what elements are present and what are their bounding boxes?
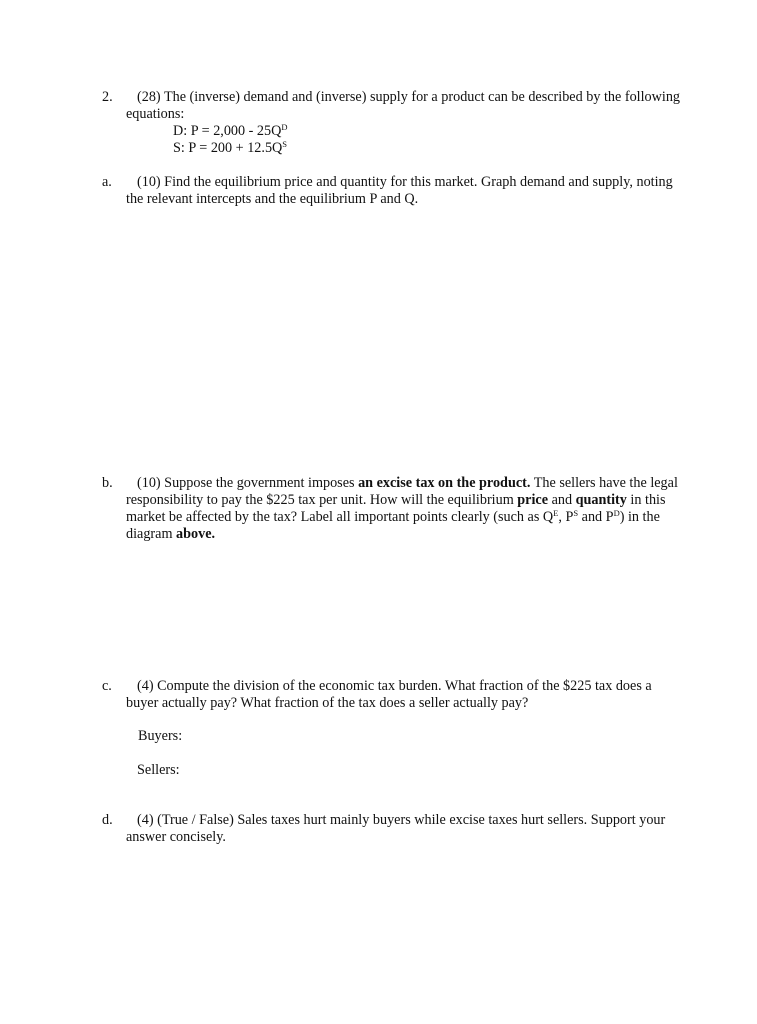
part-b-label: b. (102, 475, 113, 491)
part-b-l1-pre: (10) Suppose the government imposes (137, 475, 359, 491)
part-b-line4 (126, 526, 215, 543)
question-points: (28) (137, 89, 161, 105)
supply-equation-text: S: P = 200 + 12.5Q (173, 140, 283, 156)
part-b-l4-bold: above. (176, 526, 216, 542)
sellers-label: Sellers: (137, 762, 180, 778)
part-a-label: a. (102, 174, 112, 190)
part-d-label: d. (102, 812, 113, 828)
part-d-line1: (4) (True / False) Sales taxes hurt mainly buyers while excise taxes hurt sellers. Support your (137, 812, 666, 828)
question-intro-line1 (137, 89, 680, 106)
supply-equation (173, 140, 287, 157)
supply-superscript: S (282, 139, 288, 149)
part-b-l2-pre: responsibility to pay the $225 tax per unit. How will the equilibrium (126, 492, 518, 508)
part-b-line1 (137, 475, 678, 492)
part-c-line1: (4) Compute the division of the economic tax burden. What fraction of the $225 tax does a (137, 678, 652, 694)
part-a-line2: the relevant intercepts and the equilibrium P and Q. (126, 191, 419, 207)
part-c-label: c. (102, 678, 112, 694)
part-b-l4-pre: diagram (126, 526, 177, 542)
part-b-l2-bold-price: price (517, 492, 549, 508)
demand-superscript: D (281, 122, 288, 132)
part-b-l1-post: The sellers have the legal (530, 475, 678, 491)
demand-equation (173, 123, 288, 140)
question-number: 2. (102, 89, 113, 105)
part-b-sup-e: E (553, 508, 559, 518)
part-b-l2-mid: and (548, 492, 576, 508)
part-b-l3-mid1: , P (558, 509, 574, 525)
demand-equation-text: D: P = 2,000 - 25Q (173, 123, 282, 139)
question-intro-line2: equations: (126, 106, 185, 122)
part-b-sup-s: S (573, 508, 579, 518)
part-b-line3 (126, 509, 660, 526)
part-b-sup-d: D (613, 508, 620, 518)
part-b-line2 (126, 492, 666, 509)
part-c-line2: buyer actually pay? What fraction of the tax does a seller actually pay? (126, 695, 529, 711)
part-b-l3-pre: market be affected by the tax? Label all important points clearly (such as Q (126, 509, 554, 525)
part-b-l3-mid2: and P (578, 509, 614, 525)
part-b-l1-bold: an excise tax on the product. (358, 475, 531, 491)
part-a-line1: (10) Find the equilibrium price and quantity for this market. Graph demand and supply, noting (137, 174, 673, 190)
part-d-line2: answer concisely. (126, 829, 226, 845)
buyers-label: Buyers: (138, 728, 183, 744)
part-b-l3-post: ) in the (619, 509, 660, 525)
part-b-l2-post: in this (626, 492, 666, 508)
part-b-l2-bold-quantity: quantity (575, 492, 627, 508)
question-intro-text: The (inverse) demand and (inverse) supply for a product can be described by the following (163, 89, 681, 105)
